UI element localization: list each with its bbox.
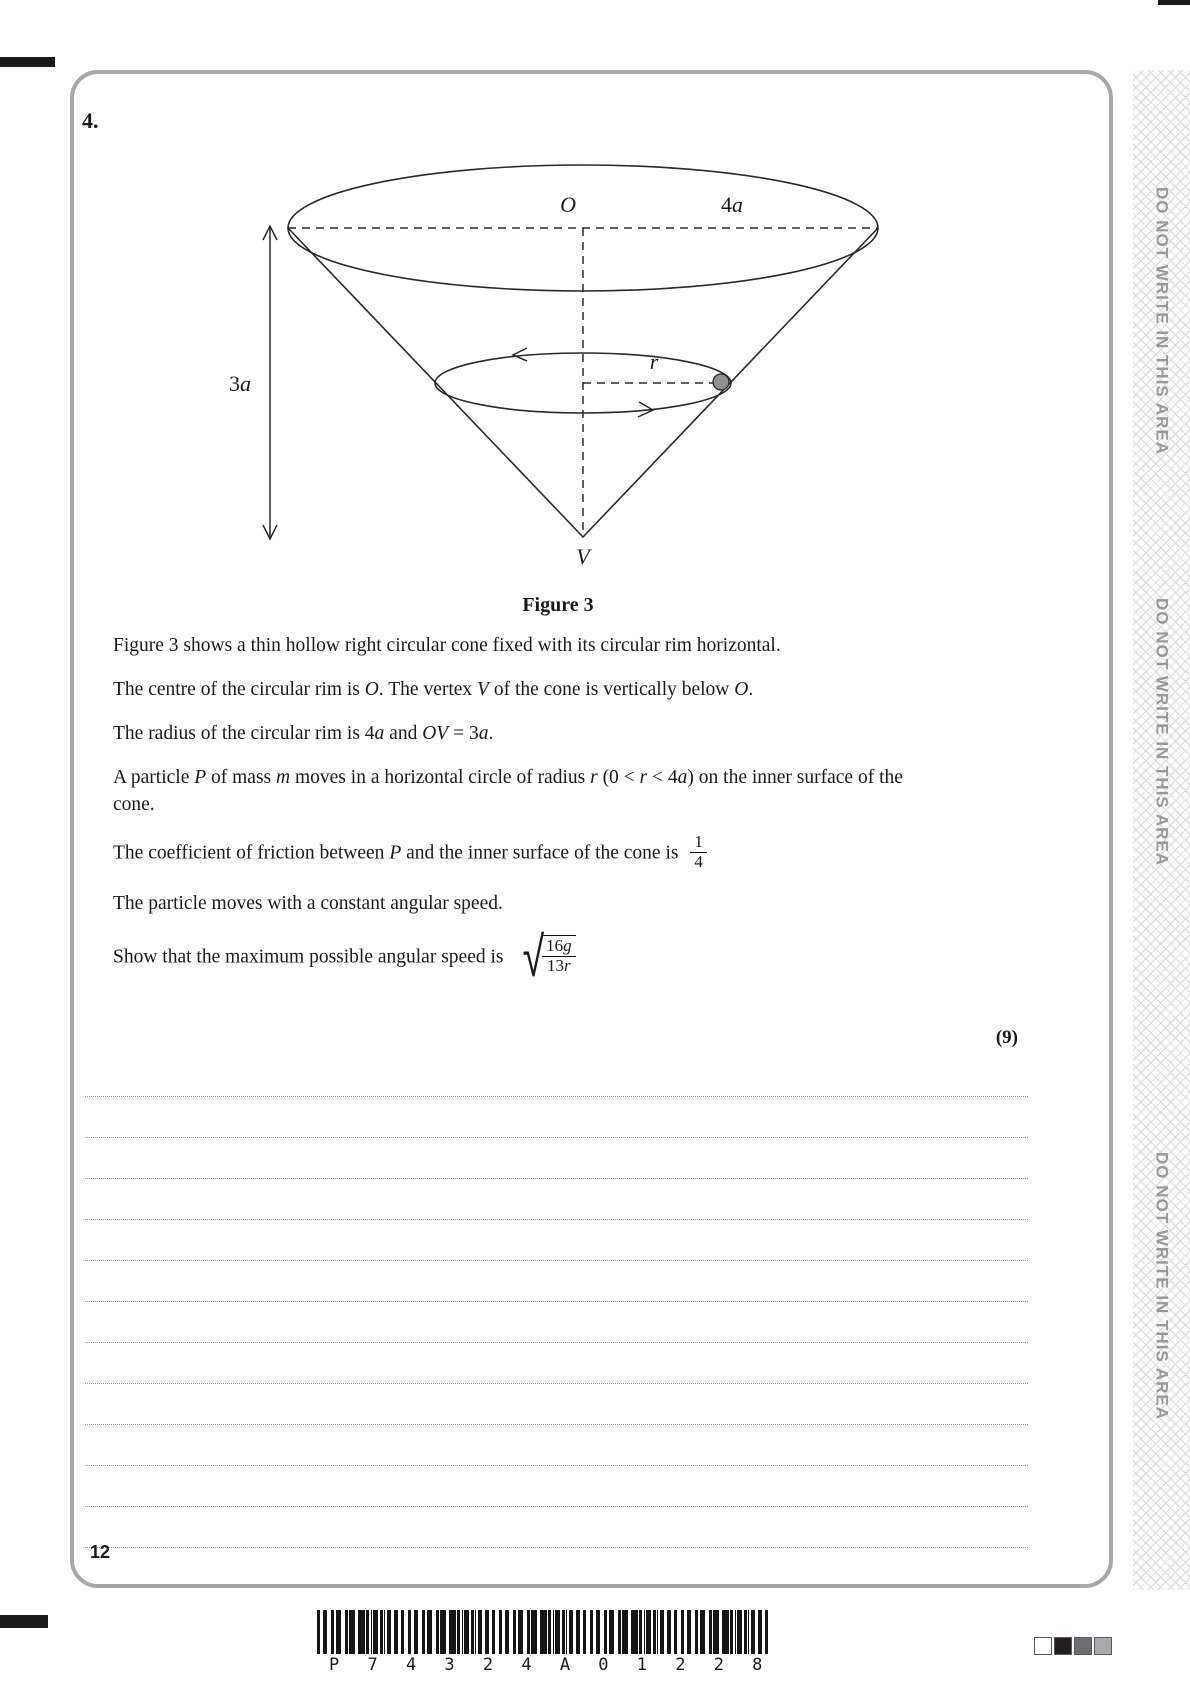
problem-line-2: The centre of the circular rim is O. The vertex V of the cone is vertically below O. [113, 679, 754, 700]
answer-area[interactable] [85, 1056, 1028, 1548]
answer-line[interactable] [85, 1179, 1028, 1220]
binding-mark-top-right [1158, 0, 1190, 5]
problem-line-6: The particle moves with a constant angular speed. [113, 893, 503, 915]
answer-line[interactable] [85, 1138, 1028, 1179]
answer-line[interactable] [85, 1056, 1028, 1097]
motion-arrow-left [513, 348, 527, 361]
question-number: 4. [82, 108, 99, 133]
answer-line[interactable] [85, 1343, 1028, 1384]
page-number: 12 [90, 1542, 111, 1562]
answer-line[interactable] [85, 1097, 1028, 1138]
answer-line[interactable] [85, 1261, 1028, 1302]
label-vertex-V: V [576, 544, 590, 569]
barcode-bars [317, 1610, 769, 1654]
calibration-square [1054, 1637, 1072, 1655]
problem-line-7: Show that the maximum possible angular speed is √ $\frac{16g}{13r}$ [113, 934, 913, 982]
marks-badge: (9) [995, 1027, 1018, 1048]
do-not-write-watermark: DO NOT WRITE IN THIS AREA [1152, 1152, 1172, 1421]
binding-mark-bottom-left [0, 1615, 48, 1628]
answer-line[interactable] [85, 1466, 1028, 1507]
radical-sign: √ [522, 925, 545, 991]
answer-line[interactable] [85, 1302, 1028, 1343]
particle-dot [713, 374, 729, 390]
do-not-write-strip [1133, 70, 1190, 1590]
barcode-digits: P 7 4 3 2 4 A 0 1 2 2 8 [329, 1655, 772, 1675]
label-rim-radius-4a: 4a [721, 192, 743, 217]
calibration-square [1094, 1637, 1112, 1655]
figure-caption: Figure 3 [522, 594, 594, 616]
answer-line[interactable] [85, 1220, 1028, 1261]
figure-3-diagram [180, 148, 900, 588]
do-not-write-watermark: DO NOT WRITE IN THIS AREA [1152, 187, 1172, 456]
angular-speed-formula: √ $\frac{16g}{13r}$ [518, 931, 575, 979]
label-height-3a: 3a [229, 371, 251, 396]
problem-line-1: Figure 3 shows a thin hollow right circular cone fixed with its circular rim horizontal. [113, 635, 781, 656]
label-centre-O: O [560, 192, 576, 217]
binding-mark-top-left [0, 57, 55, 67]
barcode [317, 1610, 772, 1680]
problem-line-5: The coefficient of friction between P and the inner surface of the cone is $\frac{1}{4}$ [113, 835, 913, 873]
problem-statement [113, 632, 913, 999]
cone-diagram-svg [180, 148, 900, 588]
color-calibration-squares [1034, 1637, 1112, 1655]
answer-line[interactable] [85, 1425, 1028, 1466]
calibration-square [1034, 1637, 1052, 1655]
problem-line-4: A particle P of mass m moves in a horizontal circle of radius r (0 < r < 4a) on the inner surface of the cone. [113, 767, 903, 815]
calibration-square [1074, 1637, 1092, 1655]
friction-fraction: $\frac{1}{4}$ [690, 833, 707, 871]
do-not-write-watermark: DO NOT WRITE IN THIS AREA [1152, 598, 1172, 867]
label-radius-r: r [649, 349, 659, 374]
problem-line-3: The radius of the circular rim is 4a and OV = 3a. [113, 723, 494, 744]
answer-line[interactable] [85, 1507, 1028, 1548]
answer-line[interactable] [85, 1384, 1028, 1425]
